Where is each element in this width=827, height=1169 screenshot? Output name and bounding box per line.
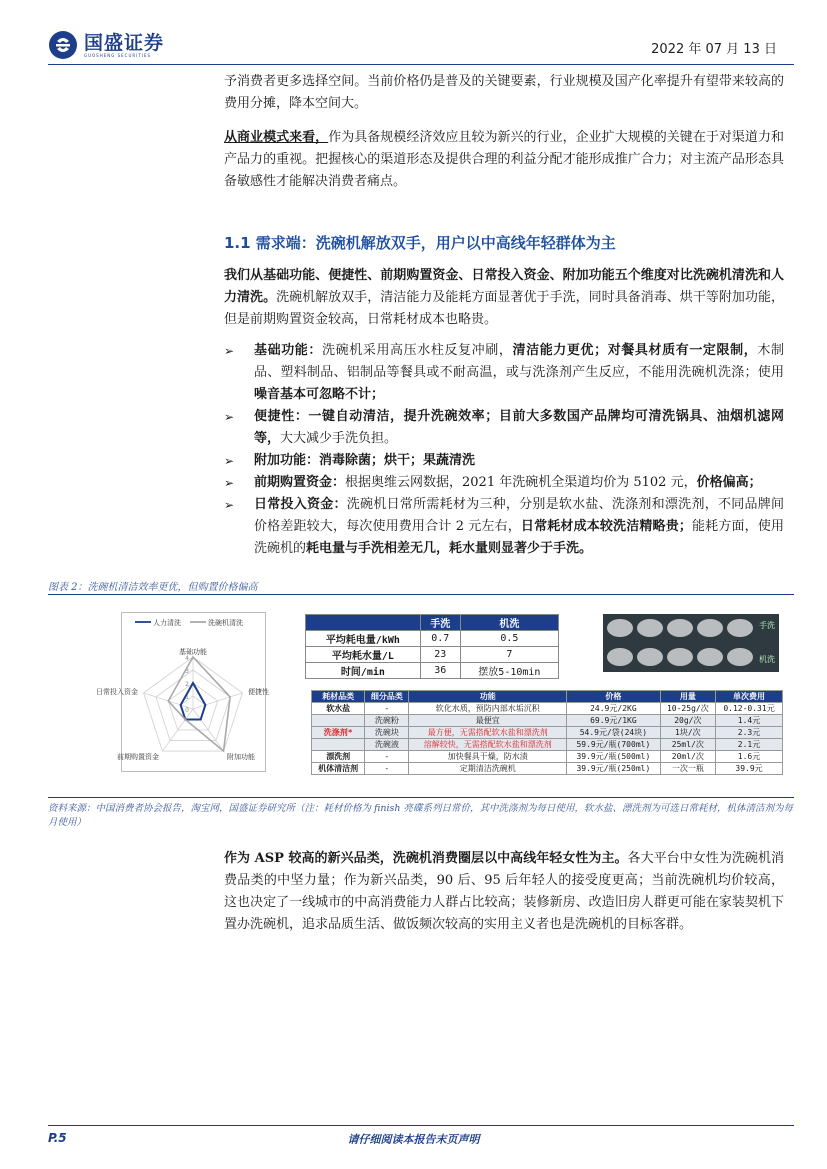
table-row	[306, 663, 559, 679]
consumables-table-header: 耗材品类	[312, 691, 365, 703]
table-cell: 39.9元/瓶(500ml)	[567, 751, 661, 763]
plates-comparison-photo	[603, 614, 779, 672]
table-cell: 1.6元	[716, 751, 783, 763]
table-cell: -	[365, 763, 409, 775]
table-cell: 36	[420, 663, 460, 679]
table-cell: 加快餐具干燥，防水渍	[409, 751, 567, 763]
table-cell	[312, 715, 365, 727]
table-cell: 平均耗水量/L	[306, 647, 421, 663]
figure-title-divider	[48, 594, 794, 595]
figure-title: 图表 2：洗碗机清洁效率更优，但购置价格偏高	[48, 582, 258, 593]
table-cell: 洗碗粉	[365, 715, 409, 727]
radar-tick-label: 4	[185, 655, 189, 662]
table-cell: 摆放5-10min	[460, 663, 558, 679]
table-cell: 24.9元/2KG	[567, 703, 661, 715]
table-cell: 溶解较快，无需搭配软水盐和漂洗剂	[409, 739, 567, 751]
table-cell: 软化水质，预防内部水垢沉积	[409, 703, 567, 715]
plate-image	[637, 648, 663, 666]
radar-legend-label: 人力清洗	[153, 619, 181, 627]
footer-disclaimer: 请仔细阅读本报告末页声明	[347, 1133, 480, 1146]
table-cell: 23	[420, 647, 460, 663]
radar-tick-label: 2	[185, 681, 189, 688]
radar-axis-label: 日常投入资金	[95, 688, 138, 697]
energy-table-header: 手洗	[420, 615, 460, 631]
plate-image	[607, 648, 633, 666]
table-cell: 漂洗剂	[312, 751, 365, 763]
brand-name-en: GUOSHENG SECURITIES	[84, 52, 152, 58]
bullet-list	[224, 340, 784, 560]
energy-table-header	[306, 615, 421, 631]
photo-label-machine: 机洗	[759, 655, 775, 664]
radar-axis-label: 便捷性	[248, 688, 270, 697]
bullet-daily-cost: ➢ 日常投入资金：洗碗机日常所需耗材为三种，分别是软水盐、洗涤剂和漂洗剂，不同品牌间价格差距较大，每次使用费用合计 2 元左右，日常耗材成本较洗洁精略贵；能耗方面，使用洗碗机的耗电量与手洗相差无几，耗水量则显著少于手洗。	[224, 494, 784, 560]
radar-axis-label: 附加功能	[227, 752, 256, 761]
radar-legend-label: 洗碗机清洗	[208, 619, 243, 627]
arrow-icon: ➢	[224, 498, 235, 512]
table-cell: 0.12-0.31元	[716, 703, 783, 715]
consumables-table	[311, 690, 783, 775]
table-cell: 39.9元	[716, 763, 783, 775]
radar-tick-label: 1	[185, 694, 189, 701]
table-cell: 一次一瓶	[660, 763, 715, 775]
table-row	[306, 631, 559, 647]
plate-image	[697, 648, 723, 666]
bullet-extra-function: ➢ 附加功能：消毒除菌；烘干；果蔬清洗	[224, 450, 784, 472]
brand-logo	[48, 25, 208, 65]
brand-name: 国盛证券	[84, 31, 165, 54]
table-cell: 2.1元	[716, 739, 783, 751]
table-row	[312, 751, 783, 763]
energy-table	[305, 614, 559, 679]
table-cell: 10-25g/次	[660, 703, 715, 715]
table-cell: 20g/次	[660, 715, 715, 727]
bullet-basic-function: ➢ 基础功能：洗碗机采用高压水柱反复冲刷，清洁能力更优；对餐具材质有一定限制，木制品、塑料制品、铝制品等餐具或不耐高温，或与洗涤剂产生反应，不能用洗碗机洗涤；使用噪音基本可忽略不计；	[224, 340, 784, 406]
table-cell: 软水盐	[312, 703, 365, 715]
table-cell: 69.9元/1KG	[567, 715, 661, 727]
table-cell: 时间/min	[306, 663, 421, 679]
table-cell: 0.5	[460, 631, 558, 647]
table-row	[312, 715, 783, 727]
radar-chart	[80, 612, 295, 782]
bullet-upfront-cost: ➢ 前期购置资金：根据奥维云网数据，2021 年洗碗机全渠道均价为 5102 元，价格偏高；	[224, 472, 784, 494]
arrow-icon: ➢	[224, 454, 235, 468]
arrow-icon: ➢	[224, 344, 235, 358]
closing-paragraph: 作为 ASP 较高的新兴品类，洗碗机消费圈层以中高线年轻女性为主。各大平台中女性为洗碗机消费品类的中坚力量；作为新兴品类，90 后、95 后年轻人的接受度更高；当前洗碗机均价较高，这也决定了一线城市的中高消费能力人群占比较高；装修新房、改造旧房人群更可能在家装契机下置办洗碗机，追求品质生活、做饭频次较高的实用主义者也是洗碗机的目标客群。	[224, 851, 784, 932]
figure-source-note: 资料来源：中国消费者协会报告，淘宝网，国盛证券研究所（注：耗材价格为 finish 亮碟系列日常价，其中洗涤剂为每日使用，软水盐、漂洗剂为可选日常耗材，机体清洁剂为每月使用）	[48, 803, 794, 828]
footer-divider	[48, 1125, 794, 1126]
radar-axis-label: 基础功能	[179, 648, 207, 657]
table-cell: 洗碗块	[365, 727, 409, 739]
table-cell: -	[365, 751, 409, 763]
consumables-table-header: 价格	[567, 691, 661, 703]
table-row	[312, 763, 783, 775]
table-cell: 25ml/次	[660, 739, 715, 751]
bullet-convenience: ➢ 便捷性：一键自动清洁，提升洗碗效率；目前大多数国产品牌均可清洗锅具、油烟机滤网等，大大减少手洗负担。	[224, 406, 784, 450]
plate-image	[607, 619, 633, 637]
table-cell: 59.9元/瓶(700ml)	[567, 739, 661, 751]
table-cell: 洗碗液	[365, 739, 409, 751]
table-cell: 2.3元	[716, 727, 783, 739]
table-cell: -	[365, 703, 409, 715]
section-lead: 我们从基础功能、便捷性、前期购置资金、日常投入资金、附加功能五个维度对比洗碗机清洗和人力清洗。洗碗机解放双手，清洁能力及能耗方面显著优于手洗，同时具备消毒、烘干等附加功能，但是前期购置资金较高，日常耗材成本也略贵。	[224, 268, 784, 327]
arrow-icon: ➢	[224, 410, 235, 424]
intro-paragraph-2: 从商业模式来看，作为具备规模经济效应且较为新兴的行业，企业扩大规模的关键在于对渠道力和产品力的重视。把握核心的渠道形态及提供合理的利益分配才能形成推广合力；对主流产品形态具备敏感性才能解决消费者痛点。	[224, 130, 784, 189]
table-cell: 机体清洁剂	[312, 763, 365, 775]
table-cell: 20ml/次	[660, 751, 715, 763]
table-cell: 最便宜	[409, 715, 567, 727]
consumables-table-header: 功能	[409, 691, 567, 703]
brand-logo-icon	[48, 30, 78, 60]
consumables-table-header: 细分品类	[365, 691, 409, 703]
arrow-icon: ➢	[224, 476, 235, 490]
radar-axis-label: 前期购置资金	[116, 752, 159, 761]
plate-image	[637, 619, 663, 637]
consumables-table-header: 用量	[660, 691, 715, 703]
table-cell: 0.7	[420, 631, 460, 647]
table-cell: 54.9元/袋(24块)	[567, 727, 661, 739]
table-cell: 定期清洁洗碗机	[409, 763, 567, 775]
table-row	[312, 703, 783, 715]
plate-image	[697, 619, 723, 637]
plate-image	[727, 648, 753, 666]
radar-tick-label: 3	[185, 668, 189, 675]
table-cell: 洗涤剂*	[312, 727, 365, 739]
intro-paragraph-1: 予消费者更多选择空间。当前价格仍是普及的关键要素，行业规模及国产化率提升有望带来较高的费用分摊，降本空间大。	[224, 74, 784, 111]
consumables-table-header: 单次费用	[716, 691, 783, 703]
plate-image	[727, 619, 753, 637]
table-cell: 平均耗电量/kWh	[306, 631, 421, 647]
plate-image	[667, 648, 693, 666]
table-cell: 7	[460, 647, 558, 663]
table-row	[306, 647, 559, 663]
photo-label-hand: 手洗	[759, 621, 775, 630]
page-number: P.5	[48, 1131, 67, 1145]
table-row	[312, 739, 783, 751]
radar-tick-label: 0	[185, 707, 189, 714]
section-title: 1.1 需求端：洗碗机解放双手，用户以中高线年轻群体为主	[224, 234, 616, 252]
table-row	[312, 727, 783, 739]
table-cell: 1块/次	[660, 727, 715, 739]
table-cell: 39.9元/瓶(250ml)	[567, 763, 661, 775]
table-cell: 1.4元	[716, 715, 783, 727]
header-divider	[48, 64, 794, 65]
energy-table-header: 机洗	[460, 615, 558, 631]
table-cell: 最方便，无需搭配软水盐和漂洗剂	[409, 727, 567, 739]
figure-divider	[48, 797, 794, 798]
report-date: 2022 年 07 月 13 日	[651, 42, 777, 57]
table-cell	[312, 739, 365, 751]
plate-image	[667, 619, 693, 637]
